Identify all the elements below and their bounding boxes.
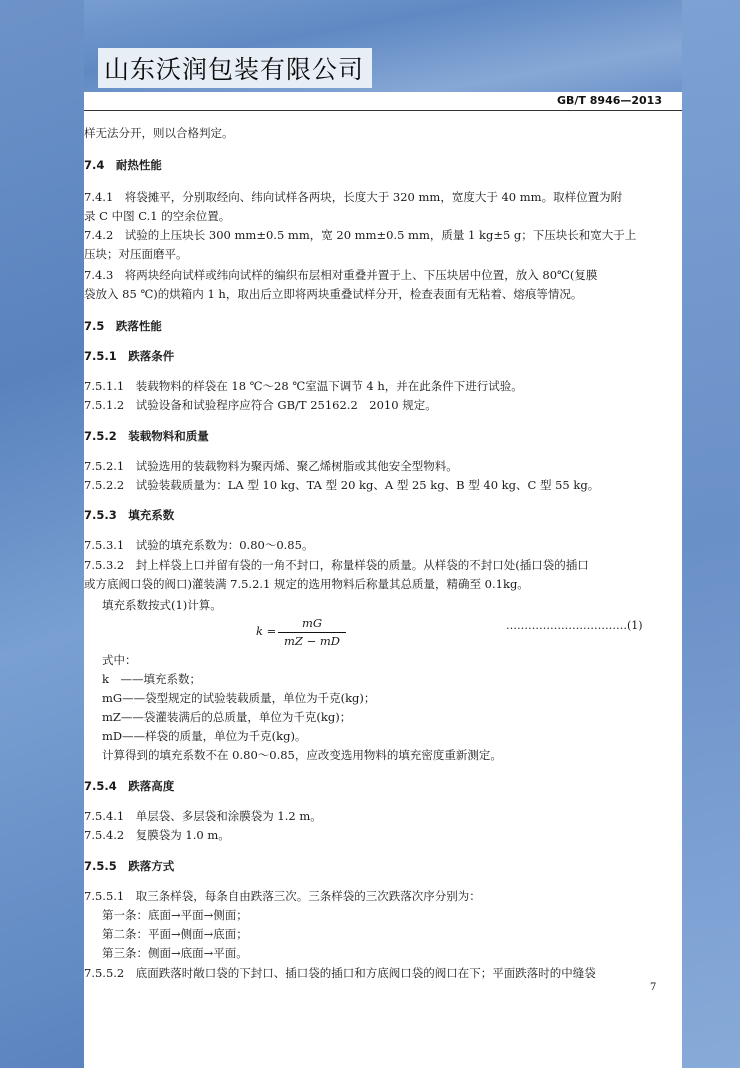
definition-mg: mG——袋型规定的试验装载质量，单位为千克(kg)； — [102, 691, 376, 705]
subsection-heading: 7.5.2 装载物料和质量 — [84, 429, 209, 443]
definition-mz: mZ——袋灌装满后的总质量，单位为千克(kg)； — [102, 710, 352, 724]
text-line: 或方底阀口袋的阀口)灌装满 7.5.2.1 规定的选用物料后称量其总质量，精确至 0.1kg。 — [84, 577, 529, 591]
definition-md: mD——样袋的质量，单位为千克(kg)。 — [102, 729, 307, 743]
text-line: 7.5.2.1 试验选用的装载物料为聚丙烯、聚乙烯树脂或其他安全型物料。 — [84, 459, 458, 473]
definition-k: k ——填充系数； — [102, 672, 201, 686]
equation-number: ……………………………(1) — [506, 619, 643, 632]
text-line: 7.5.3.2 封上样袋上口并留有袋的一角不封口，称量样袋的质量。从样袋的不封口处(插口袋的插口 — [84, 558, 589, 572]
text-line: 第三条：侧面→底面→平面。 — [102, 946, 248, 960]
subsection-heading: 7.5.1 跌落条件 — [84, 349, 175, 363]
subsection-heading: 7.5.5 跌落方式 — [84, 859, 175, 873]
company-banner: 山东沃润包装有限公司 — [98, 48, 372, 88]
text-line: 7.5.2.2 试验装载质量为：LA 型 10 kg、TA 型 20 kg、A 型 25 kg、B 型 40 kg、C 型 55 kg。 — [84, 478, 600, 492]
text-line: 7.5.5.2 底面跌落时敞口袋的下封口、插口袋的插口和方底阀口袋的阀口在下；平面跌落时的中缝袋 — [84, 966, 596, 980]
text-line: 7.5.4.1 单层袋、多层袋和涂膜袋为 1.2 m。 — [84, 809, 322, 823]
text-line: 7.4.1 将袋摊平，分别取经向、纬向试样各两块，长度大于 320 mm，宽度大于 40 mm。取样位置为附 — [84, 190, 623, 204]
text-line: 7.5.3.1 试验的填充系数为：0.80～0.85。 — [84, 538, 314, 552]
text-line: 录 C 中图 C.1 的空余位置。 — [84, 209, 231, 223]
left-background — [0, 0, 84, 1068]
text-line: 第二条：平面→侧面→底面； — [102, 927, 248, 941]
text-line: 7.4.3 将两块经向试样或纬向试样的编织布层相对重叠并置于上、下压块居中位置，放入 80℃(复膜 — [84, 268, 598, 282]
text-line: 袋放入 85 ℃)的烘箱内 1 h，取出后立即将两块重叠试样分开，检查表面有无粘着、熔痕等情况。 — [84, 287, 583, 301]
page-number: 7 — [650, 982, 657, 993]
text-line: 样无法分开，则以合格判定。 — [84, 126, 234, 140]
standard-code: GB/T 8946—2013 — [557, 94, 662, 107]
section-heading: 7.5 跌落性能 — [84, 319, 162, 333]
text-line: 第一条：底面→平面→侧面； — [102, 908, 248, 922]
formula-lhs: k = — [256, 624, 277, 638]
text-line: 填充系数按式(1)计算。 — [102, 598, 222, 612]
text-line: 7.5.1.2 试验设备和试验程序应符合 GB/T 25162.2 2010 规定。 — [84, 398, 437, 412]
text-line: 7.5.5.1 取三条样袋，每条自由跌落三次。三条样袋的三次跌落次序分别为： — [84, 889, 481, 903]
right-background — [682, 0, 740, 1068]
subsection-heading: 7.5.4 跌落高度 — [84, 779, 175, 793]
formula-fraction — [278, 616, 346, 649]
subsection-heading: 7.5.3 填充系数 — [84, 508, 175, 522]
text-line: 7.5.1.1 装载物料的样袋在 18 ℃～28 ℃室温下调节 4 h，并在此条件下进行试验。 — [84, 379, 523, 393]
formula-denominator: mZ − mD — [284, 634, 340, 648]
text-line: 式中： — [102, 653, 137, 667]
header-rule — [84, 110, 682, 111]
text-line: 7.4.2 试验的上压块长 300 mm±0.5 mm，宽 20 mm±0.5 mm，质量 1 kg±5 g；下压块长和宽大于上 — [84, 228, 637, 242]
fill-coefficient-formula — [256, 616, 426, 650]
text-line: 压块；对压面磨平。 — [84, 247, 188, 261]
text-line: 计算得到的填充系数不在 0.80～0.85，应改变选用物料的填充密度重新测定。 — [102, 748, 502, 762]
text-line: 7.5.4.2 复膜袋为 1.0 m。 — [84, 828, 230, 842]
section-heading: 7.4 耐热性能 — [84, 158, 162, 172]
fraction-bar — [278, 632, 346, 633]
formula-numerator: mG — [301, 616, 323, 630]
